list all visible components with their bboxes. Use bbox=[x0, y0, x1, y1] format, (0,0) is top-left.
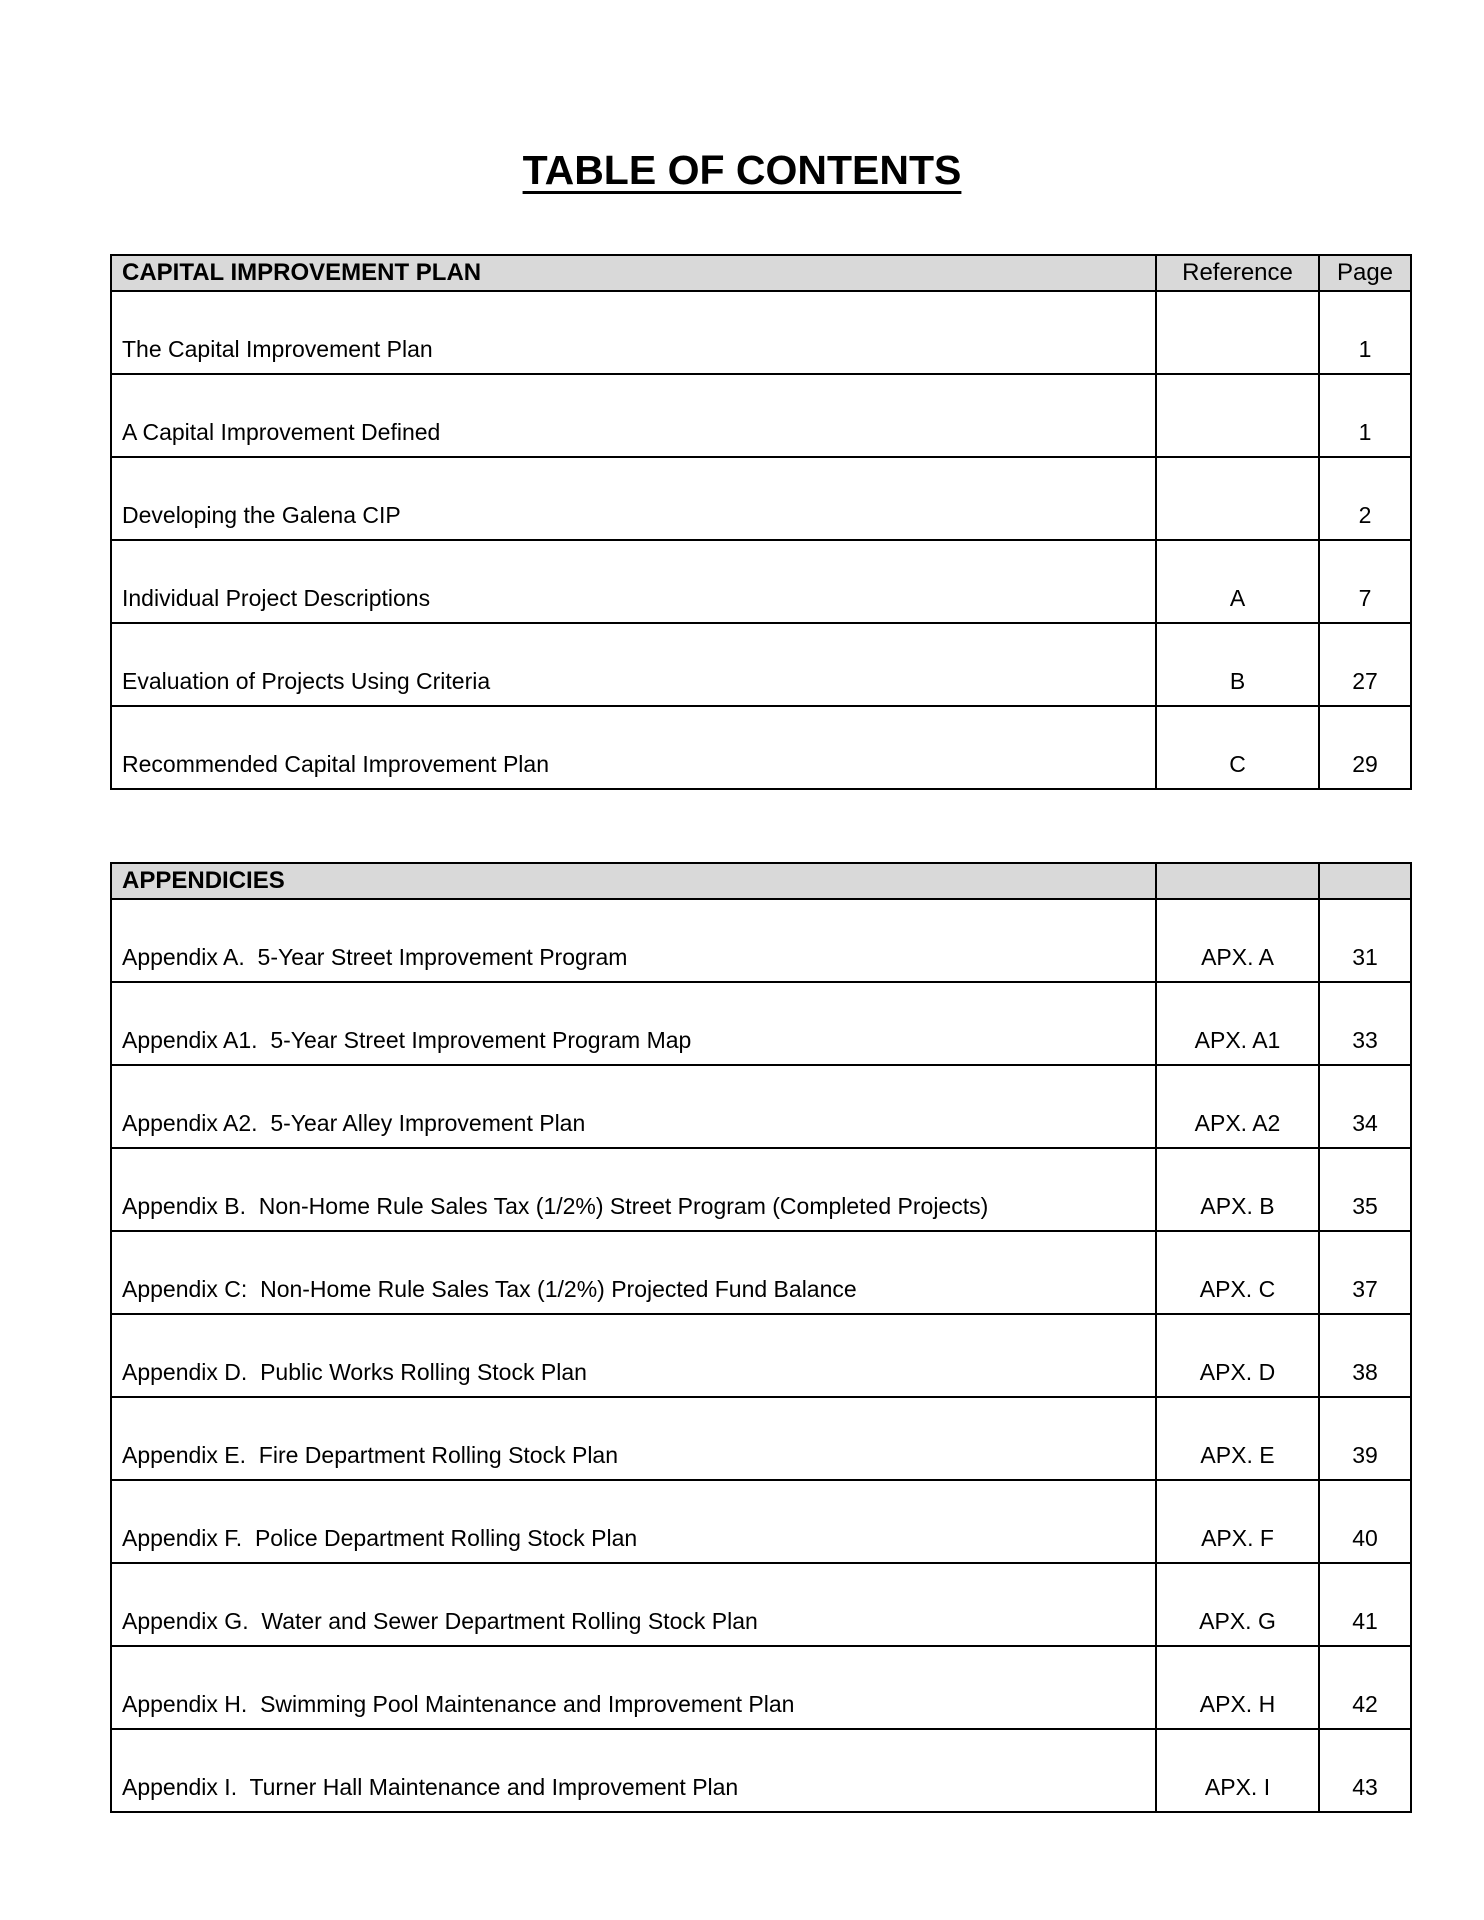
toc-entry-page: 29 bbox=[1319, 706, 1411, 789]
toc-entry-title: Recommended Capital Improvement Plan bbox=[111, 706, 1156, 789]
toc-entry-page: 35 bbox=[1319, 1148, 1411, 1231]
table-header-row bbox=[111, 863, 1411, 899]
toc-entry-title: Appendix E. Fire Department Rolling Stock Plan bbox=[111, 1397, 1156, 1480]
section-header-cell: APPENDICIES bbox=[111, 863, 1156, 899]
page-column-header bbox=[1319, 863, 1411, 899]
toc-entry-reference: APX. B bbox=[1156, 1148, 1319, 1231]
toc-entry-page: 42 bbox=[1319, 1646, 1411, 1729]
toc-entry-reference bbox=[1156, 291, 1319, 374]
toc-row bbox=[111, 1314, 1411, 1397]
toc-entry-page: 37 bbox=[1319, 1231, 1411, 1314]
toc-entry-reference: APX. C bbox=[1156, 1231, 1319, 1314]
toc-entry-title: The Capital Improvement Plan bbox=[111, 291, 1156, 374]
toc-entry-page: 1 bbox=[1319, 374, 1411, 457]
toc-entry-title: Appendix A. 5-Year Street Improvement Program bbox=[111, 899, 1156, 982]
page-title bbox=[0, 0, 1484, 194]
toc-entry-title: Appendix B. Non-Home Rule Sales Tax (1/2%) Street Program (Completed Projects) bbox=[111, 1148, 1156, 1231]
reference-column-header bbox=[1156, 863, 1319, 899]
toc-entry-page: 27 bbox=[1319, 623, 1411, 706]
toc-entry-page: 1 bbox=[1319, 291, 1411, 374]
appendices-table bbox=[110, 862, 1412, 1813]
toc-entry-page: 38 bbox=[1319, 1314, 1411, 1397]
toc-entry-title: A Capital Improvement Defined bbox=[111, 374, 1156, 457]
toc-entry-reference: APX. D bbox=[1156, 1314, 1319, 1397]
toc-row bbox=[111, 982, 1411, 1065]
toc-entry-reference: APX. I bbox=[1156, 1729, 1319, 1812]
toc-row bbox=[111, 623, 1411, 706]
toc-entry-title: Appendix D. Public Works Rolling Stock Plan bbox=[111, 1314, 1156, 1397]
toc-entry-reference bbox=[1156, 457, 1319, 540]
toc-row bbox=[111, 1480, 1411, 1563]
toc-entry-title: Appendix H. Swimming Pool Maintenance and Improvement Plan bbox=[111, 1646, 1156, 1729]
toc-entry-title: Appendix F. Police Department Rolling Stock Plan bbox=[111, 1480, 1156, 1563]
toc-row bbox=[111, 1563, 1411, 1646]
toc-entry-title: Appendix A1. 5-Year Street Improvement Program Map bbox=[111, 982, 1156, 1065]
toc-entry-reference: A bbox=[1156, 540, 1319, 623]
page-title-text: TABLE OF CONTENTS bbox=[522, 147, 962, 193]
toc-entry-page: 7 bbox=[1319, 540, 1411, 623]
toc-entry-page: 34 bbox=[1319, 1065, 1411, 1148]
toc-row bbox=[111, 540, 1411, 623]
toc-row bbox=[111, 1397, 1411, 1480]
toc-row bbox=[111, 706, 1411, 789]
toc-entry-reference: APX. G bbox=[1156, 1563, 1319, 1646]
toc-row bbox=[111, 1646, 1411, 1729]
toc-entry-title: Individual Project Descriptions bbox=[111, 540, 1156, 623]
toc-entry-title: Appendix I. Turner Hall Maintenance and Improvement Plan bbox=[111, 1729, 1156, 1812]
toc-entry-reference: APX. F bbox=[1156, 1480, 1319, 1563]
toc-entry-reference: APX. A2 bbox=[1156, 1065, 1319, 1148]
toc-entry-title: Appendix A2. 5-Year Alley Improvement Plan bbox=[111, 1065, 1156, 1148]
capital-improvement-plan-table bbox=[110, 254, 1412, 790]
toc-entry-reference: APX. A bbox=[1156, 899, 1319, 982]
toc-entry-reference: APX. A1 bbox=[1156, 982, 1319, 1065]
toc-entry-title: Appendix C: Non-Home Rule Sales Tax (1/2%) Projected Fund Balance bbox=[111, 1231, 1156, 1314]
toc-row bbox=[111, 374, 1411, 457]
toc-row bbox=[111, 1231, 1411, 1314]
toc-row bbox=[111, 1065, 1411, 1148]
toc-entry-title: Developing the Galena CIP bbox=[111, 457, 1156, 540]
toc-entry-page: 33 bbox=[1319, 982, 1411, 1065]
toc-entry-reference bbox=[1156, 374, 1319, 457]
toc-row bbox=[111, 899, 1411, 982]
toc-row bbox=[111, 1148, 1411, 1231]
section-header-cell: CAPITAL IMPROVEMENT PLAN bbox=[111, 255, 1156, 291]
toc-entry-reference: APX. E bbox=[1156, 1397, 1319, 1480]
toc-entry-reference: APX. H bbox=[1156, 1646, 1319, 1729]
toc-entry-page: 41 bbox=[1319, 1563, 1411, 1646]
page-column-header: Page bbox=[1319, 255, 1411, 291]
toc-entry-page: 43 bbox=[1319, 1729, 1411, 1812]
toc-entry-page: 31 bbox=[1319, 899, 1411, 982]
reference-column-header: Reference bbox=[1156, 255, 1319, 291]
toc-entry-reference: C bbox=[1156, 706, 1319, 789]
toc-row bbox=[111, 1729, 1411, 1812]
toc-entry-title: Appendix G. Water and Sewer Department Rolling Stock Plan bbox=[111, 1563, 1156, 1646]
toc-entry-page: 2 bbox=[1319, 457, 1411, 540]
toc-entry-title: Evaluation of Projects Using Criteria bbox=[111, 623, 1156, 706]
toc-entry-reference: B bbox=[1156, 623, 1319, 706]
toc-row bbox=[111, 291, 1411, 374]
table-header-row bbox=[111, 255, 1411, 291]
toc-entry-page: 39 bbox=[1319, 1397, 1411, 1480]
toc-entry-page: 40 bbox=[1319, 1480, 1411, 1563]
toc-row bbox=[111, 457, 1411, 540]
